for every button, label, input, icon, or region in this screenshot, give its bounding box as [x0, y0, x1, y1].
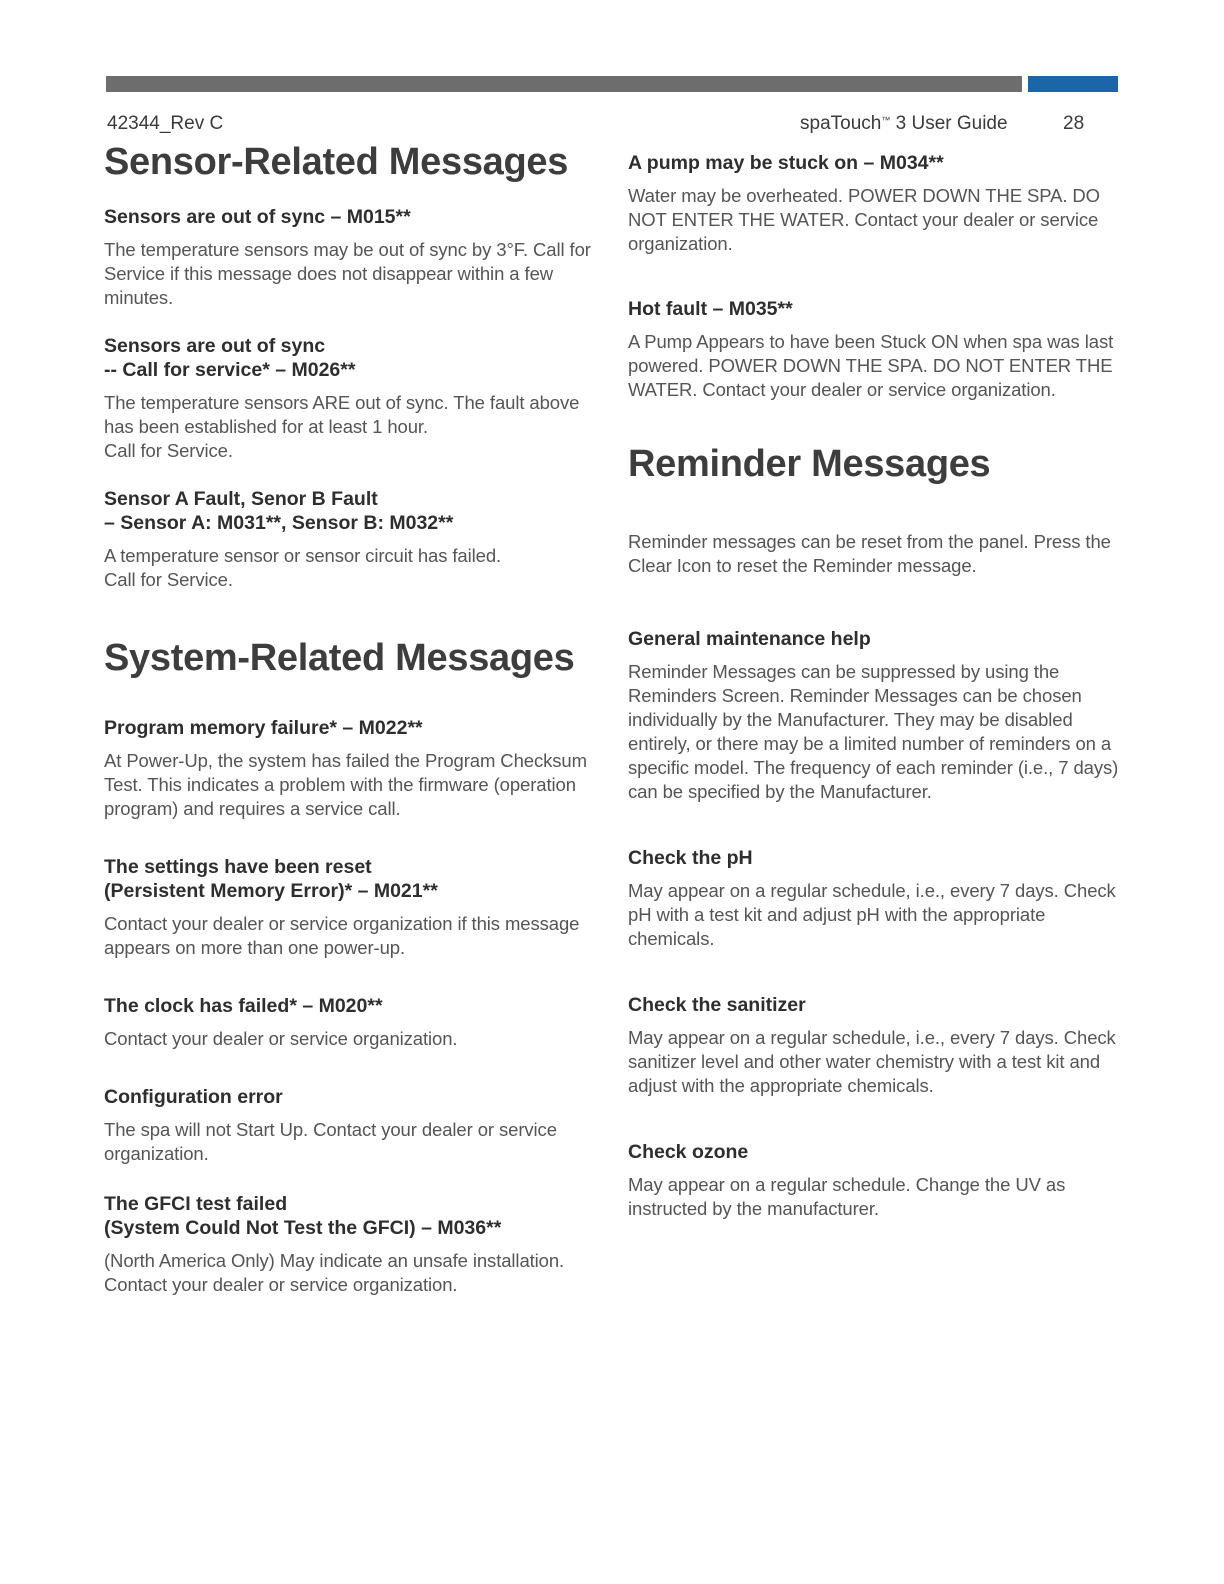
message-m036 — [104, 1192, 604, 1297]
message-m031-m032 — [104, 487, 604, 592]
message-heading: Hot fault – M035** — [628, 298, 793, 320]
message-body: Contact your dealer or service organization. — [104, 1027, 458, 1049]
reminder-general-maintenance — [628, 627, 1124, 804]
reminder-check-ozone — [628, 1140, 1124, 1221]
message-heading: Check the pH — [628, 846, 753, 869]
reminder-check-sanitizer — [628, 993, 1124, 1098]
message-m021 — [104, 855, 604, 960]
document-id: 42344_Rev C — [107, 113, 224, 134]
message-body: Reminder Messages can be suppressed by using the Reminders Screen. Reminder Messages can be chosen individually by the Manufacturer. They may be disabled entirely, or there may be a limited number of reminders on a specific model. The frequency of each reminder (i.e., 7 days) can be specified by the Manufacturer. — [628, 660, 1119, 802]
message-body: (North America Only) May indicate an unsafe installation. Contact your dealer or service organization. — [104, 1249, 565, 1295]
guide-title-suffix: 3 User Guide — [890, 113, 1008, 134]
message-m035 — [628, 297, 1124, 402]
message-heading-line2: -- Call for service* – M026** — [104, 358, 356, 381]
message-heading: General maintenance help — [628, 627, 871, 650]
message-heading: Check ozone — [628, 1140, 749, 1163]
message-m020 — [104, 994, 604, 1051]
message-m015 — [104, 205, 604, 310]
right-column — [628, 151, 1124, 1221]
header-bar-gray — [106, 76, 1022, 92]
message-body: Water may be overheated. POWER DOWN THE SPA. DO NOT ENTER THE WATER. Contact your dealer or service organization. — [628, 185, 1100, 254]
message-configuration-error — [104, 1085, 604, 1166]
message-m034 — [628, 151, 1124, 256]
message-body: The spa will not Start Up. Contact your dealer or service organization. — [104, 1118, 557, 1164]
message-heading-line2: (Persistent Memory Error)* – M021** — [104, 879, 438, 902]
message-heading: The settings have been reset — [104, 855, 372, 878]
message-heading-line2: – Sensor A: M031**, Sensor B: M032** — [104, 511, 454, 534]
message-body: May appear on a regular schedule, i.e., every 7 days. Check sanitizer level and other water chemistry with a test kit and adjust with the appropriate chemicals. — [628, 1026, 1116, 1096]
message-body: May appear on a regular schedule, i.e., every 7 days. Check pH with a test kit and adjust pH with the appropriate chemicals. — [628, 879, 1116, 949]
message-body-line2: Call for Service. — [104, 439, 233, 461]
left-column — [104, 142, 604, 1297]
reminder-check-ph — [628, 846, 1124, 951]
system-section-title: System-Related Messages — [104, 636, 575, 679]
message-heading: Sensors are out of sync — [104, 334, 326, 357]
sensor-section-title: Sensor-Related Messages — [104, 141, 569, 183]
header-bar-blue — [1028, 76, 1118, 92]
reminder-intro: Reminder messages can be reset from the panel. Press the Clear Icon to reset the Reminder message. — [628, 530, 1111, 576]
guide-title — [800, 113, 1008, 135]
message-body: A temperature sensor or sensor circuit has failed. — [104, 544, 502, 566]
message-heading: The clock has failed* – M020** — [104, 994, 383, 1017]
message-m026 — [104, 334, 604, 463]
message-body: The temperature sensors may be out of sync by 3°F. Call for Service if this message does not disappear within a few minutes. — [104, 238, 591, 308]
message-m022 — [104, 716, 604, 821]
message-heading-line2: (System Could Not Test the GFCI) – M036** — [104, 1216, 502, 1239]
reminder-section-title: Reminder Messages — [628, 443, 991, 485]
message-body: The temperature sensors ARE out of sync. The fault above has been established for at least 1 hour. — [104, 391, 580, 437]
message-heading: The GFCI test failed — [104, 1192, 288, 1215]
message-body: Contact your dealer or service organization if this message appears on more than one power-up. — [104, 912, 580, 958]
message-heading: Check the sanitizer — [628, 993, 806, 1016]
message-heading: Configuration error — [104, 1085, 283, 1108]
message-heading: Program memory failure* – M022** — [104, 716, 423, 739]
message-heading: Sensors are out of sync – M015** — [104, 205, 411, 228]
message-body-line2: Call for Service. — [104, 568, 233, 590]
trademark-mark: ™ — [881, 115, 891, 125]
message-body: May appear on a regular schedule. Change the UV as instructed by the manufacturer. — [628, 1173, 1066, 1219]
message-heading: A pump may be stuck on – M034** — [628, 152, 944, 174]
message-body: A Pump Appears to have been Stuck ON when spa was last powered. POWER DOWN THE SPA. DO NOT ENTER THE WATER. Contact your dealer or service organization. — [628, 331, 1114, 400]
message-heading: Sensor A Fault, Senor B Fault — [104, 487, 378, 510]
page-number: 28 — [1063, 113, 1085, 134]
message-body: At Power-Up, the system has failed the Program Checksum Test. This indicates a problem with the firmware (operation program) and requires a service call. — [104, 749, 587, 819]
guide-title-name: spaTouch — [800, 113, 882, 134]
